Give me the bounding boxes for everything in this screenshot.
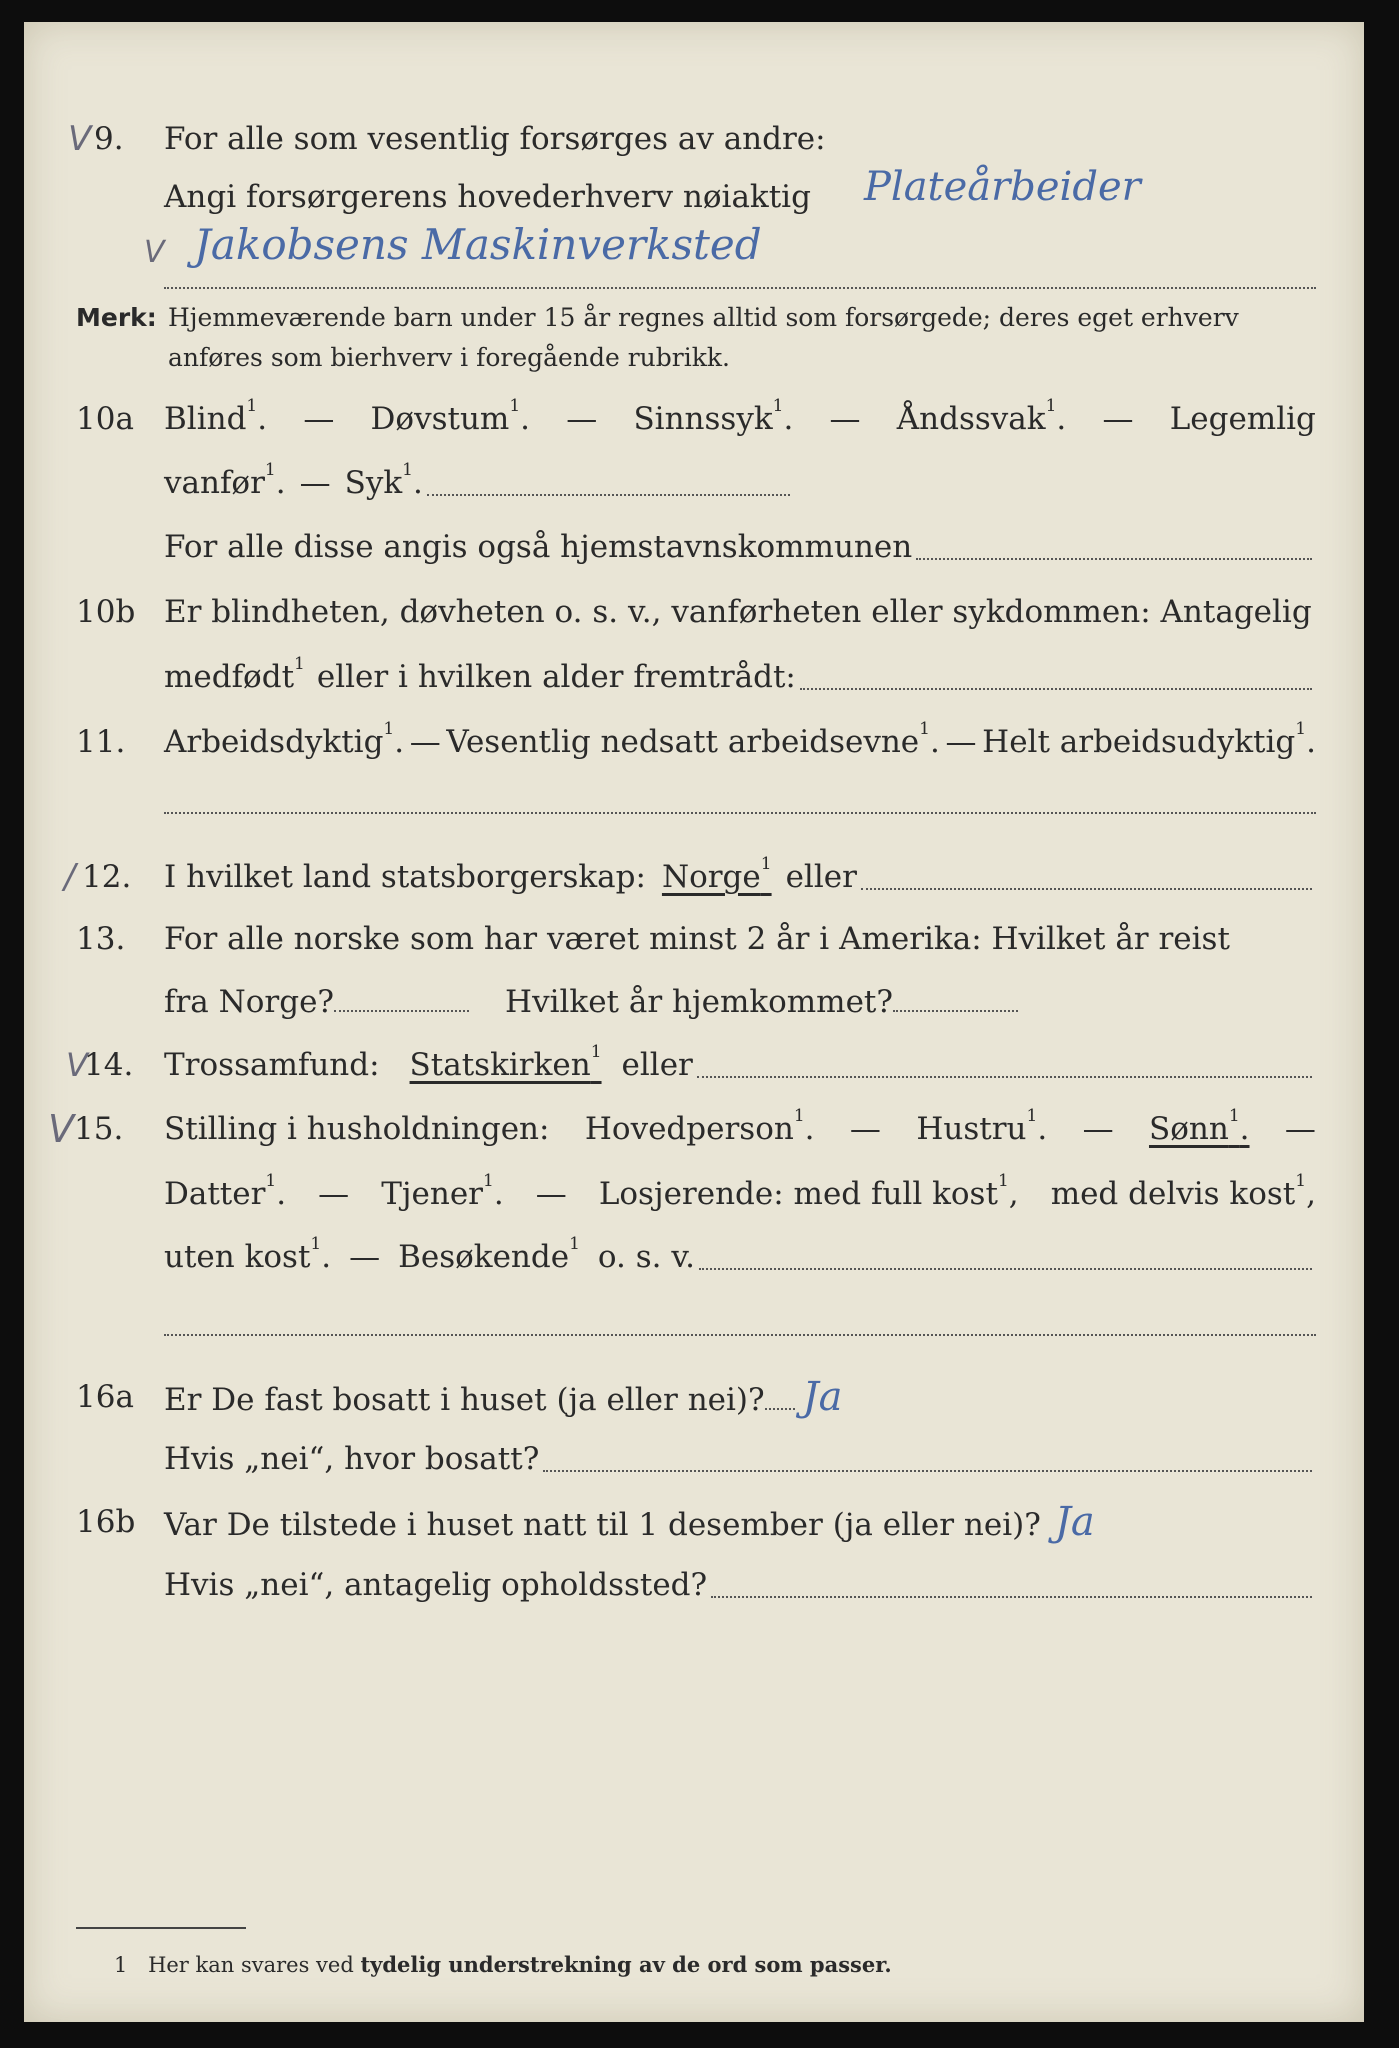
option-hustru[interactable]: Hustru$^1$. (916, 1106, 1048, 1147)
footnote-emphasis: tydelig understrekning av de ord som passer. (360, 1952, 892, 1977)
option-arbeidsudyktig[interactable]: Helt arbeidsudyktig$^1$. (982, 719, 1316, 760)
footnote-text: Her kan svares ved (148, 1953, 354, 1977)
check-mark: V (68, 119, 92, 159)
q16a-label: Er De fast bosatt i huset (ja eller nei)? (164, 1382, 765, 1418)
q13-line2 (24, 977, 1364, 1027)
q16b-label: Var De tilstede i huset natt til 1 desember (ja eller nei)? (164, 1507, 1041, 1543)
q15-osv: o. s. v. (597, 1239, 696, 1275)
q15-line1: V 15. Stilling i husholdningen: Hovedperson$^1$. — Hustru$^1$. — Sønn$^1$. — (24, 1104, 1364, 1154)
q10a-line1: 10a Blind$^1$. — Døvstum$^1$. — Sinnssyk$^1$. — Åndssvak$^1$. — Legemlig (24, 394, 1364, 444)
option-sinnssyk[interactable]: Sinnssyk$^1$. (633, 396, 794, 437)
q13-hjemkommet-label: Hvilket år hjemkommet? (505, 984, 894, 1020)
q9-text: For alle som vesentlig forsørges av andre: (164, 121, 826, 157)
q16b-number: 16b (76, 1504, 136, 1540)
q9-number: 9. (94, 121, 124, 157)
option-syk[interactable]: Syk$^1$. (344, 460, 423, 501)
merk-line1: Hjemmeværende barn under 15 år regnes alltid som forsørgede; deres eget erhverv (168, 303, 1239, 332)
merk-line2: anføres som bierhverv i foregående rubrikk. (168, 343, 730, 372)
option-medfodt[interactable]: medfødt$^1$ (164, 654, 305, 695)
q9-line2 (24, 164, 1364, 222)
footnote-marker: 1 (114, 1953, 128, 1977)
census-form-page (24, 22, 1364, 2022)
option-norge[interactable]: Norge$^1$ (661, 854, 772, 895)
option-nedsatt-arbeidsevne[interactable]: Vesentlig nedsatt arbeidsevne$^1$. (446, 719, 940, 760)
q9-answer-line (164, 287, 1316, 289)
option-arbeidsdyktig[interactable]: Arbeidsdyktig$^1$. (164, 719, 405, 760)
q16a-line2 (24, 1434, 1364, 1484)
q16b-answer-line[interactable] (711, 1596, 1312, 1598)
q10b-line2 (24, 652, 1364, 702)
q10b-number: 10b (76, 594, 136, 630)
option-dovstum[interactable]: Døvstum$^1$. (370, 396, 530, 437)
q15-number: 15. (74, 1111, 124, 1147)
q15-line3: uten kost$^1$. — Besøkende$^1$ o. s. v. (24, 1232, 1364, 1282)
q13-line1 (24, 914, 1364, 964)
option-besokende[interactable]: Besøkende$^1$ (398, 1234, 580, 1275)
q16b-line2 (24, 1560, 1364, 1610)
q16a-line1 (24, 1372, 1364, 1422)
option-andssvak[interactable]: Åndssvak$^1$. (896, 396, 1067, 437)
q9-line1 (24, 114, 1364, 164)
q14-line (24, 1040, 1364, 1090)
option-sonn[interactable]: Sønn$^1$. (1148, 1106, 1250, 1147)
q9-line3 (24, 220, 1364, 278)
q9-handwritten-employer[interactable]: Jakobsens Maskinverksted (194, 220, 762, 269)
option-hovedperson[interactable]: Hovedperson$^1$. (584, 1106, 815, 1147)
q16b-line1 (24, 1497, 1364, 1547)
q14-number: 14. (84, 1047, 134, 1083)
option-uten-kost[interactable]: uten kost$^1$. (164, 1234, 332, 1275)
merk-label: Merk: (76, 303, 157, 332)
check-mark: V (144, 235, 165, 270)
q12-label: I hvilket land statsborgerskap: (164, 859, 646, 895)
q15-label: Stilling i husholdningen: (164, 1111, 550, 1147)
q10a-line2: vanfør$^1$. — Syk$^1$. (24, 458, 1364, 508)
check-mark: / (64, 857, 76, 897)
check-mark: V (66, 1046, 88, 1084)
option-vanfor[interactable]: vanfør$^1$. (164, 460, 286, 501)
q16a-handwritten-answer[interactable]: Ja (802, 1374, 843, 1420)
option-legemlig[interactable]: Legemlig (1169, 401, 1316, 437)
footnote (114, 1952, 892, 1977)
option-datter[interactable]: Datter$^1$. (164, 1171, 287, 1212)
q10a-hjemstavn-label: For alle disse angis også hjemstavnskommunen (164, 529, 913, 565)
merk-note (76, 298, 1316, 378)
q12-line (24, 852, 1364, 902)
q14-eller: eller (621, 1047, 693, 1083)
q16a-answer-line[interactable] (543, 1470, 1312, 1472)
option-statskirken[interactable]: Statskirken$^1$ (409, 1042, 602, 1083)
footnote-separator (76, 1927, 246, 1929)
option-blind[interactable]: Blind$^1$. (164, 396, 268, 437)
q9-label: Angi forsørgerens hovederhverv nøiaktig (164, 179, 811, 215)
option-delvis-kost[interactable]: med delvis kost$^1$, (1050, 1171, 1316, 1212)
q16a-number: 16a (76, 1379, 134, 1415)
q11-line1: 11. Arbeidsdyktig$^1$. — Vesentlig nedsatt arbeidsevne$^1$. — Helt arbeidsudyktig$^1$. (24, 717, 1364, 767)
q11-answer-line[interactable] (164, 812, 1316, 814)
q10b-answer-line[interactable] (800, 688, 1312, 690)
q13-hjemkommet-answer-line[interactable] (893, 1010, 1018, 1012)
q14-label: Trossamfund: (164, 1047, 380, 1083)
q16b-opholdssted-label: Hvis „nei“, antagelig opholdssted? (164, 1567, 708, 1603)
q15-answer-line[interactable] (699, 1268, 1312, 1270)
q10b-text: Er blindheten, døvheten o. s. v., vanførheten eller sykdommen: Antagelig (164, 594, 1312, 630)
q13-reist-label: fra Norge? (164, 984, 335, 1020)
q13-number: 13. (76, 921, 126, 957)
q12-number: 12. (82, 859, 132, 895)
q12-answer-line[interactable] (861, 888, 1312, 890)
q10a-answer-line[interactable] (916, 558, 1312, 560)
q12-eller: eller (785, 859, 857, 895)
q11-number: 11. (76, 724, 126, 760)
q10a-number: 10a (76, 401, 134, 437)
q9-handwritten-occupation[interactable]: Plateårbeider (864, 164, 1141, 210)
q10a-line3 (24, 522, 1364, 572)
option-full-kost[interactable]: Losjerende: med full kost$^1$, (598, 1171, 1019, 1212)
q15-line2: Datter$^1$. — Tjener$^1$. — Losjerende: med full kost$^1$, med delvis kost$^1$, (24, 1169, 1364, 1219)
q10b-line1 (24, 587, 1364, 637)
q10b-alder-label: eller i hvilken alder fremtrådt: (316, 659, 796, 695)
q14-answer-line[interactable] (697, 1076, 1312, 1078)
q15-extra-line[interactable] (164, 1334, 1316, 1336)
check-mark: V (48, 1107, 74, 1151)
q16a-bosatt-label: Hvis „nei“, hvor bosatt? (164, 1441, 540, 1477)
q13-reist-answer-line[interactable] (334, 1010, 469, 1012)
option-tjener[interactable]: Tjener$^1$. (381, 1171, 504, 1212)
q16b-handwritten-answer[interactable]: Ja (1054, 1499, 1095, 1545)
q13-text: For alle norske som har været minst 2 år i Amerika: Hvilket år reist (164, 921, 1230, 957)
